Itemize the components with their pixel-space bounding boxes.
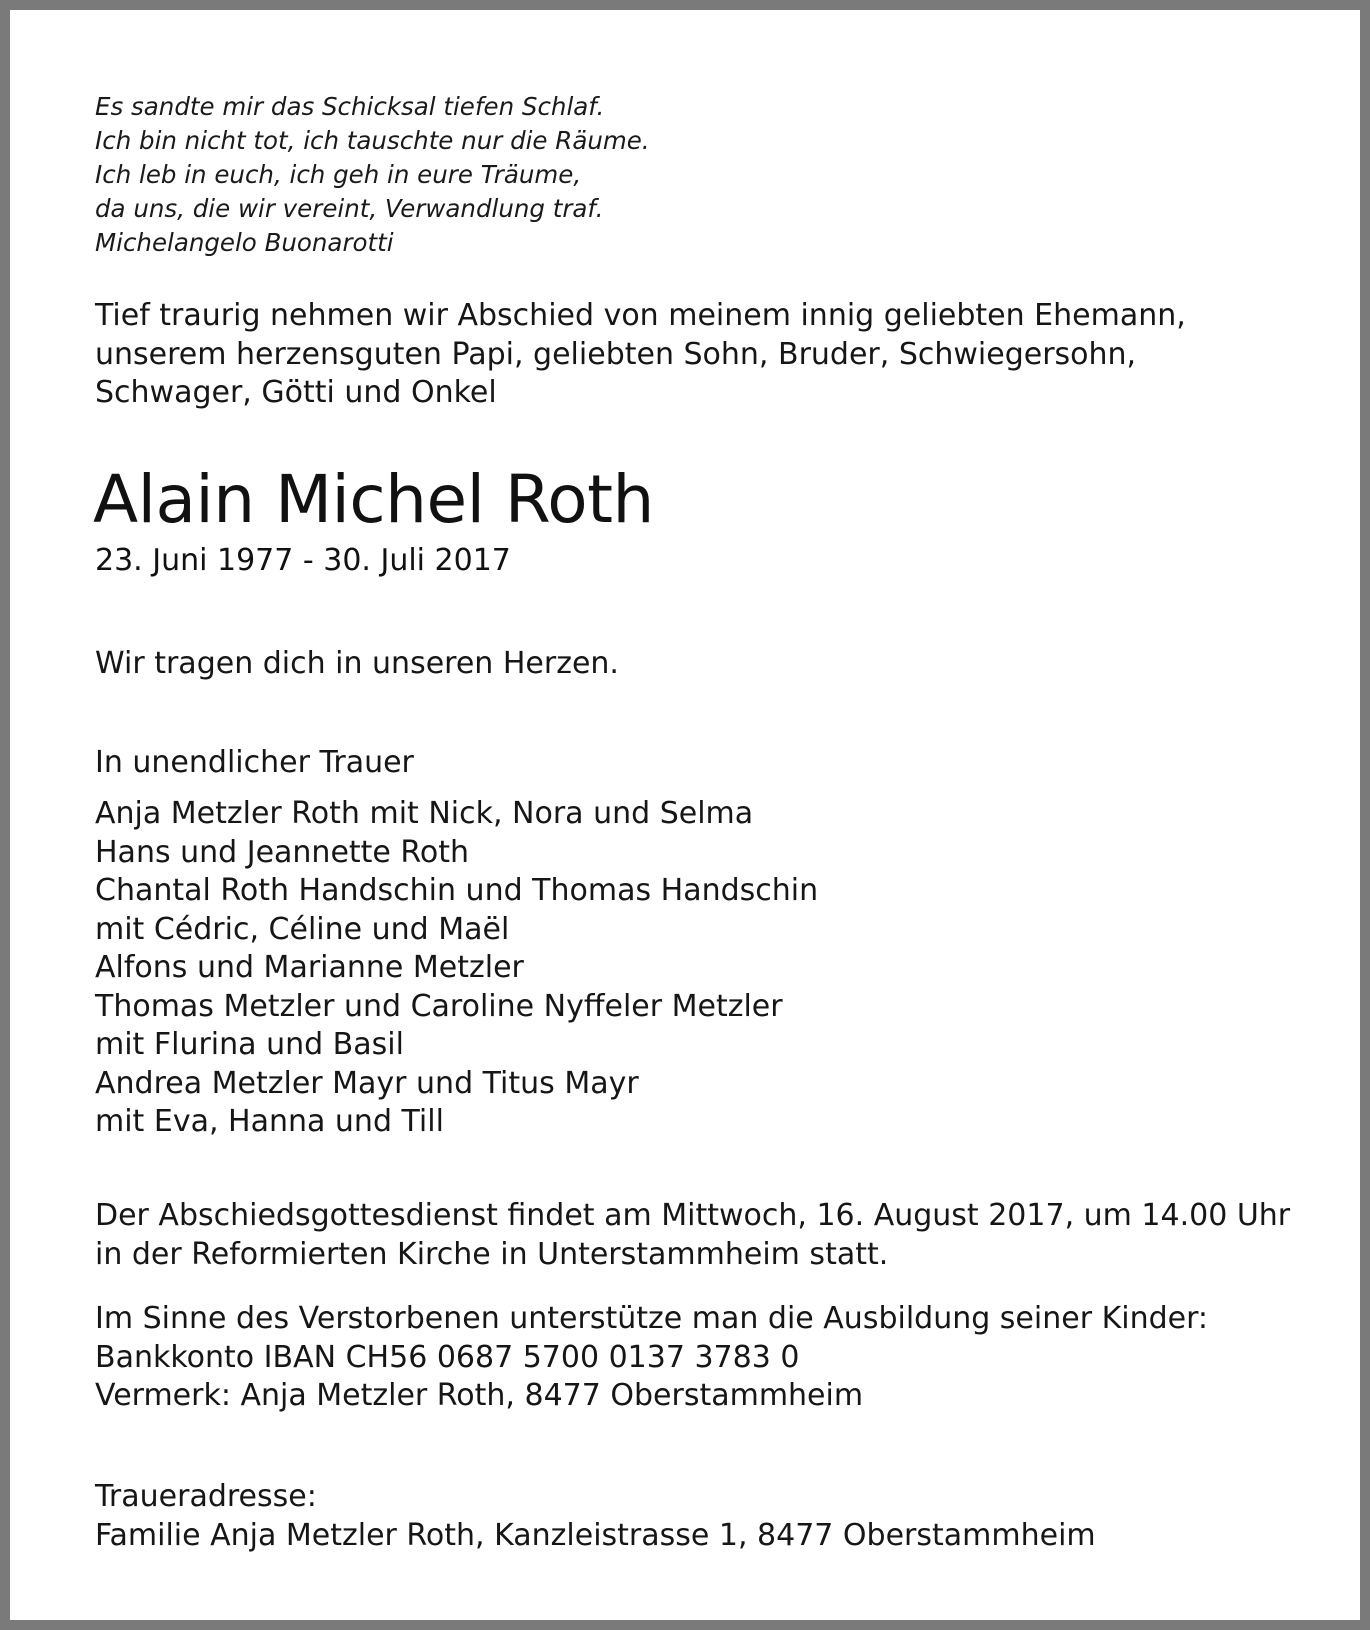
mourner-line: Andrea Metzler Mayr und Titus Mayr (95, 1065, 639, 1101)
donation-note: Vermerk: Anja Metzler Roth, 8477 Oberstammheim (95, 1378, 864, 1413)
donation-line: Im Sinne des Verstorbenen unterstütze man die Ausbildung seiner Kinder: (95, 1301, 1209, 1336)
address-label: Traueradresse: (95, 1479, 317, 1514)
poem (95, 90, 650, 260)
poem-line: Ich bin nicht tot, ich tauschte nur die Räume. (95, 126, 650, 155)
mourner-line: Thomas Metzler und Caroline Nyffeler Metzler (95, 988, 783, 1024)
intro-line: unserem herzensguten Papi, geliebten Sohn, Bruder, Schwiegersohn, (95, 336, 1137, 372)
service-line: Der Abschiedsgottesdienst findet am Mittwoch, 16. August 2017, um 14.00 Uhr (95, 1198, 1291, 1233)
bank-account: Bankkonto IBAN CH56 0687 5700 0137 3783 0 (95, 1339, 800, 1375)
service-line: in der Reformierten Kirche in Unterstammheim statt. (95, 1236, 889, 1272)
mourner-line: Alfons und Marianne Metzler (95, 950, 524, 985)
mourner-line: Anja Metzler Roth mit Nick, Nora und Selma (95, 796, 754, 831)
poem-line: Ich leb in euch, ich geh in eure Träume, (95, 160, 582, 189)
obituary-page (10, 10, 1360, 1620)
donation-info (95, 1300, 1208, 1416)
poem-author: Michelangelo Buonarotti (95, 228, 394, 257)
mourner-line: mit Cédric, Céline und Maël (95, 911, 510, 947)
intro-text (95, 297, 1186, 413)
mourning-address (95, 1478, 1096, 1555)
poem-line: Es sandte mir das Schicksal tiefen Schlaf. (95, 92, 605, 121)
intro-line: Tief traurig nehmen wir Abschied von meinem innig geliebten Ehemann, (95, 298, 1186, 333)
memorial-line: Wir tragen dich in unseren Herzen. (95, 646, 619, 681)
intro-line: Schwager, Götti und Onkel (95, 375, 497, 410)
mourner-line: Chantal Roth Handschin und Thomas Handschin (95, 873, 819, 908)
mourner-line: mit Eva, Hanna und Till (95, 1104, 444, 1139)
mourner-line: Hans und Jeannette Roth (95, 834, 470, 870)
address-value: Familie Anja Metzler Roth, Kanzleistrasse 1, 8477 Oberstammheim (95, 1517, 1096, 1553)
mourner-line: mit Flurina und Basil (95, 1027, 404, 1062)
poem-line: da uns, die wir vereint, Verwandlung traf. (95, 194, 604, 223)
service-info (95, 1197, 1290, 1274)
mourners-list (95, 795, 818, 1142)
deceased-name: Alain Michel Roth (93, 461, 654, 538)
mourners-heading: In unendlicher Trauer (95, 745, 414, 780)
life-dates: 23. Juni 1977 - 30. Juli 2017 (95, 543, 511, 578)
